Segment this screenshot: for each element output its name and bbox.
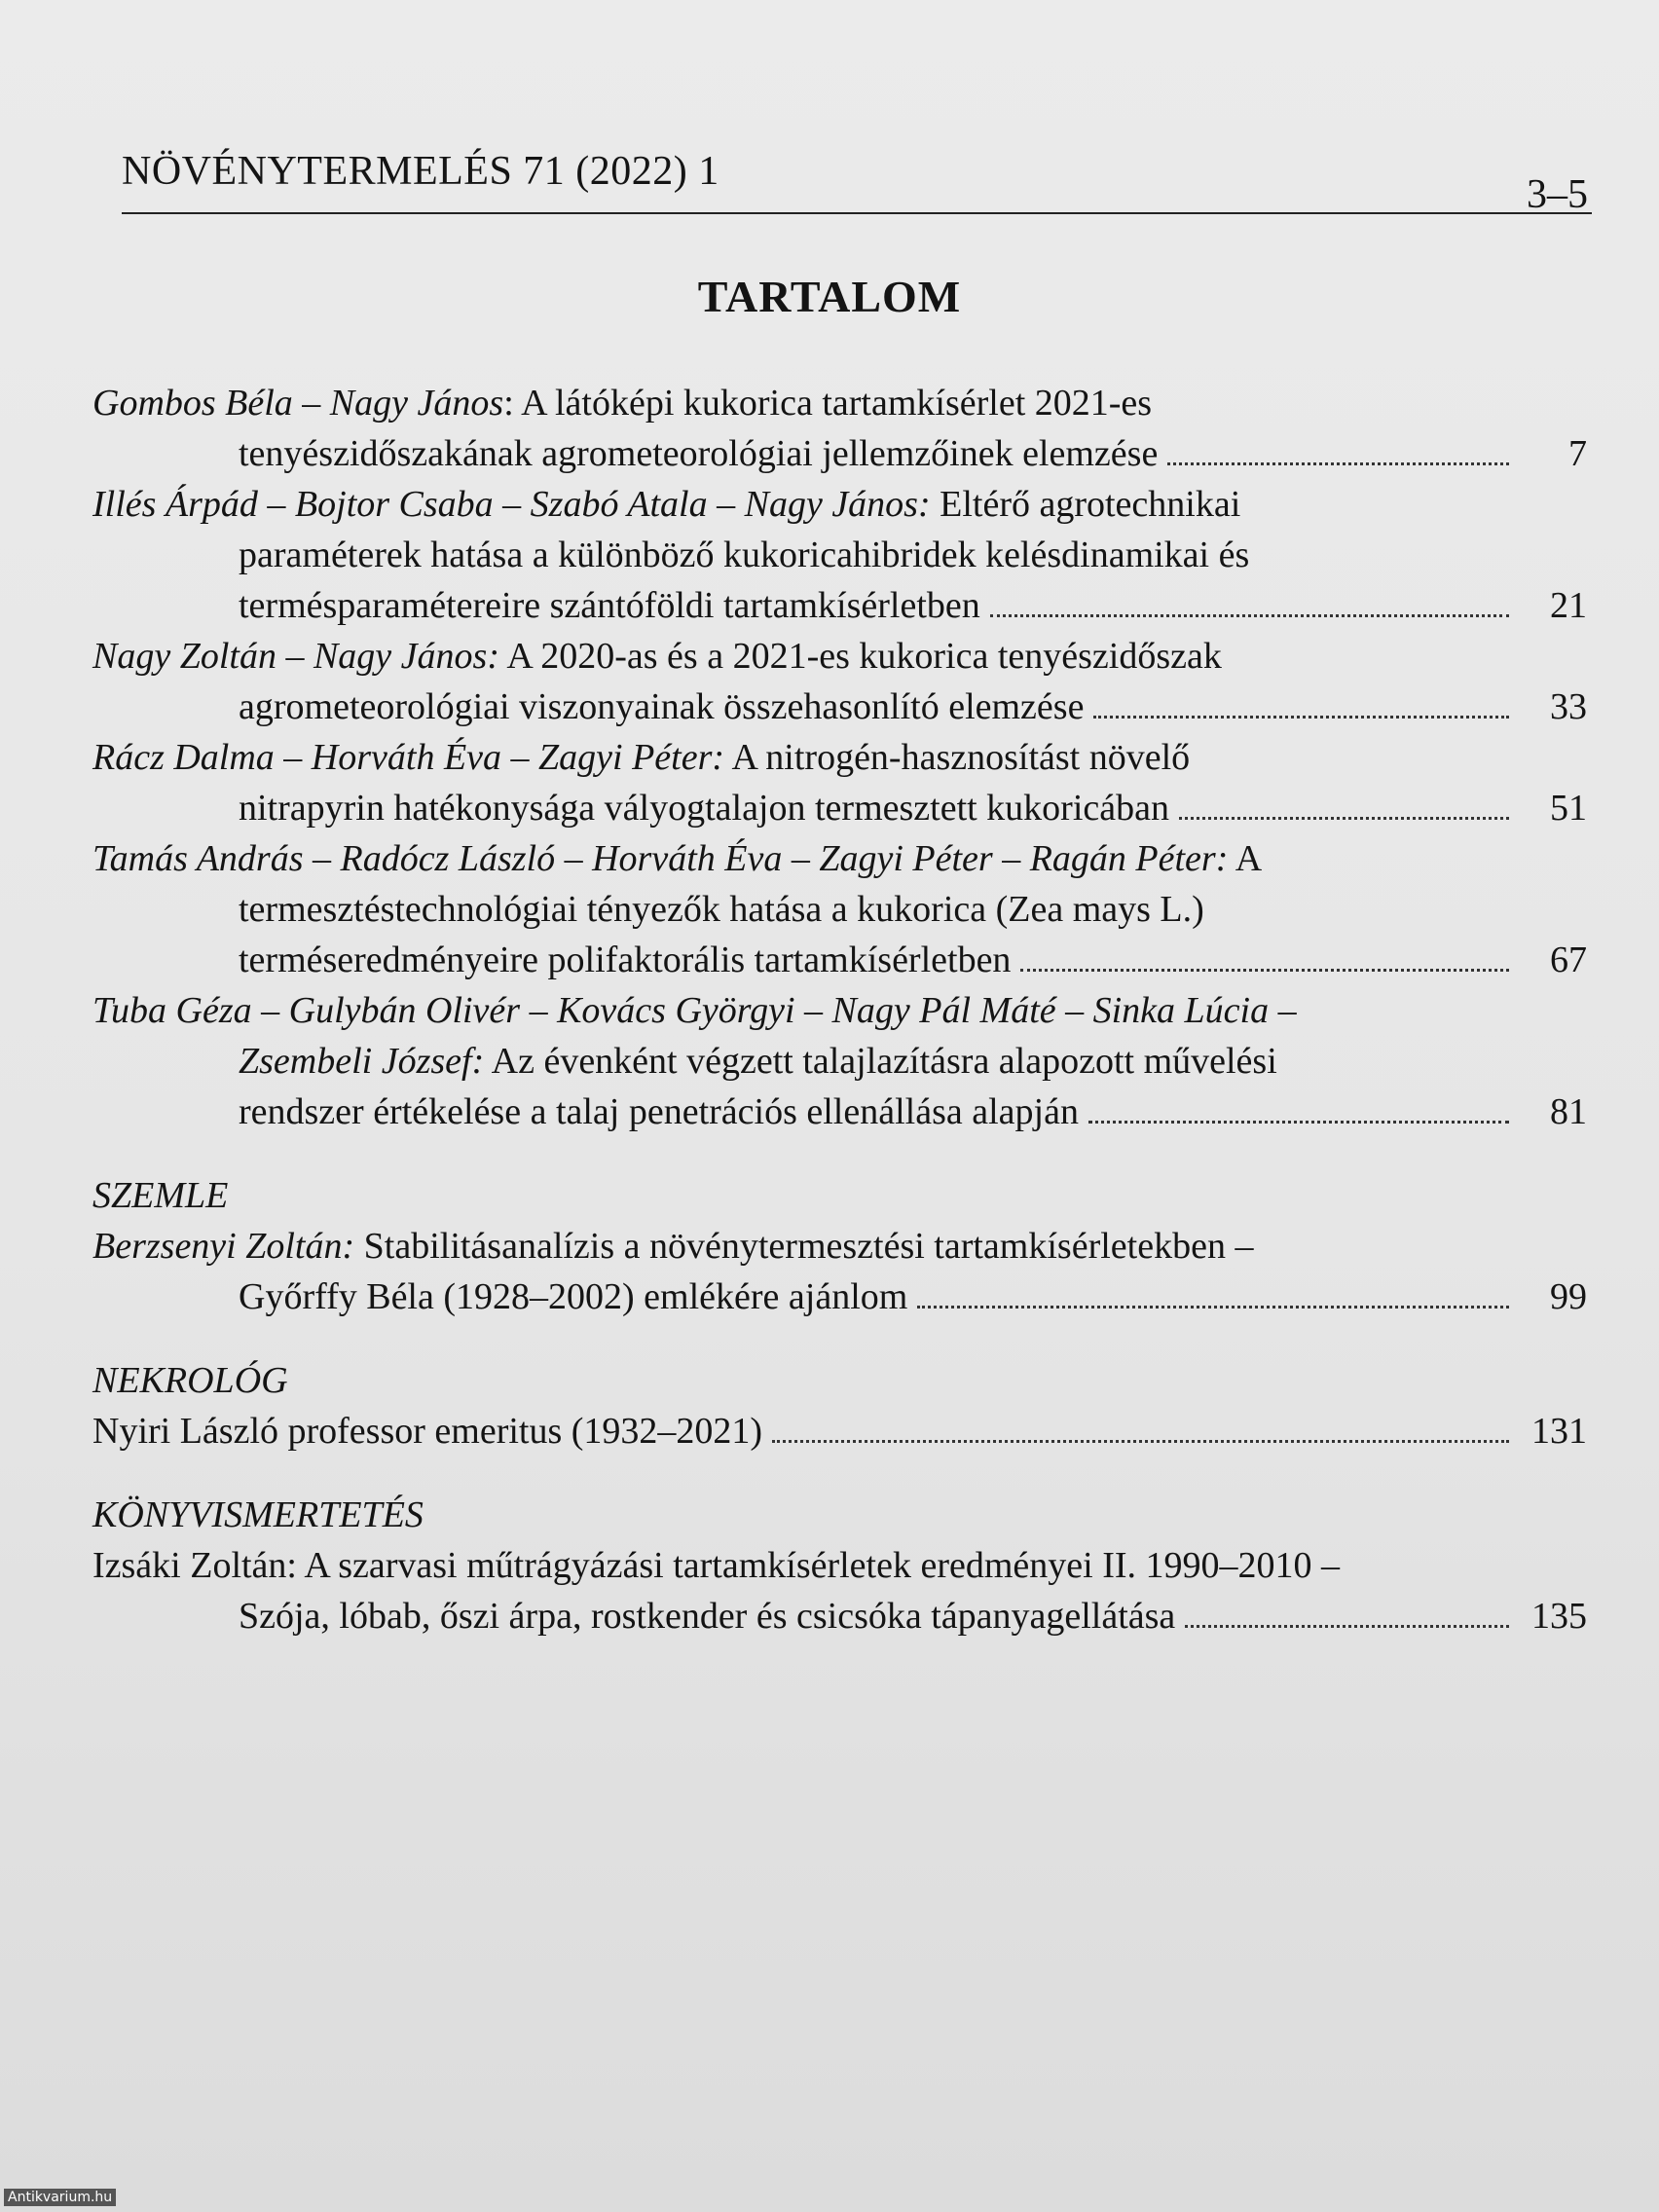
journal-issue: NÖVÉNYTERMELÉS 71 (2022) 1 (122, 149, 719, 194)
toc-entry (92, 833, 1587, 985)
section-heading-szemle: SZEMLE (92, 1175, 229, 1216)
toc-authors: Tuba Géza – Gulybán Olivér – Kovács Györgyi – Nagy Pál Máté – Sinka Lúcia – (92, 990, 1297, 1031)
toc-title-cont: Szója, lóbab, őszi árpa, rostkender és csicsóka tápanyagellátása (239, 1596, 1176, 1637)
toc-title: Eltérő agrotechnikai (930, 484, 1241, 525)
toc-title-cont: termesztéstechnológiai tényezők hatása a kukorica (Zea mays L.) (239, 889, 1204, 930)
toc-entry (92, 1406, 1587, 1456)
toc-page-number: 135 (1531, 1596, 1587, 1637)
toc-page-number: 21 (1550, 585, 1587, 626)
dot-leader (1020, 969, 1509, 972)
toc-authors: Illés Árpád – Bojtor Csaba – Szabó Atala – Nagy János: (92, 484, 931, 525)
toc-title: A nitrogén-hasznosítást növelő (724, 737, 1191, 778)
toc-authors: Nagy Zoltán – Nagy János: (92, 636, 499, 677)
toc-title: Izsáki Zoltán: A szarvasi műtrágyázási tartamkísérletek eredményei II. 1990–2010 – (92, 1545, 1341, 1586)
toc-page-number: 99 (1550, 1276, 1587, 1317)
watermark-stamp: Antikvarium.hu (4, 2189, 116, 2206)
toc-entry (92, 1540, 1587, 1641)
toc-title-cont: nitrapyrin hatékonysága vályogtalajon termesztett kukoricában (239, 788, 1169, 829)
toc-title-cont: paraméterek hatása a különböző kukoricahibridek kelésdinamikai és (239, 535, 1250, 575)
toc-entry (92, 1221, 1587, 1322)
toc-entry (92, 378, 1587, 479)
toc-entry (92, 479, 1587, 631)
toc-page-number: 131 (1531, 1411, 1587, 1452)
toc-authors: Zsembeli József: (239, 1041, 485, 1082)
page-range: 3–5 (1527, 172, 1588, 217)
toc-title: Nyiri László professor emeritus (1932–2021) (92, 1411, 763, 1452)
toc-title: : A látóképi kukorica tartamkísérlet 2021-es (503, 383, 1153, 424)
table-of-contents (92, 378, 1587, 1641)
toc-authors: Rácz Dalma – Horváth Éva – Zagyi Péter: (92, 737, 725, 778)
toc-page-number: 81 (1550, 1091, 1587, 1132)
dot-leader (1088, 1121, 1509, 1124)
toc-title: A 2020-as és a 2021-es kukorica tenyészidőszak (498, 636, 1222, 677)
dot-leader (917, 1306, 1509, 1309)
toc-title: Az évenként végzett talajlazításra alapozott művelési (491, 1041, 1277, 1082)
dot-leader (1093, 716, 1509, 719)
toc-entry (92, 732, 1587, 833)
toc-authors: Tamás András – Radócz László – Horváth Éva – Zagyi Péter – Ragán Péter: (92, 838, 1229, 879)
page-title: TARTALOM (697, 272, 962, 321)
dot-leader (1167, 462, 1509, 465)
toc-title-cont: termésparamétereire szántóföldi tartamkísérletben (239, 585, 980, 626)
toc-title-cont: agrometeorológiai viszonyainak összehasonlító elemzése (239, 686, 1085, 727)
toc-title-cont: tenyészidőszakának agrometeorológiai jellemzőinek elemzése (239, 433, 1159, 474)
toc-entry (92, 985, 1587, 1137)
toc-title-cont: rendszer értékelése a talaj penetrációs ellenállása alapján (239, 1091, 1079, 1132)
section-heading-nekrolog: NEKROLÓG (92, 1360, 288, 1401)
toc-title: A (1228, 838, 1263, 879)
dot-leader (990, 614, 1509, 617)
toc-authors: Gombos Béla – Nagy János (92, 383, 504, 424)
dot-leader (1185, 1625, 1509, 1628)
dot-leader (1179, 817, 1509, 820)
section-heading-konyvismertetes: KÖNYVISMERTETÉS (92, 1494, 424, 1535)
toc-title-cont: terméseredményeire polifaktorális tartamkísérletben (239, 940, 1012, 980)
toc-page-number: 7 (1568, 433, 1587, 474)
toc-authors: Berzsenyi Zoltán: (92, 1226, 355, 1267)
toc-page-number: 33 (1550, 686, 1587, 727)
toc-title-cont: Győrffy Béla (1928–2002) emlékére ajánlom (239, 1276, 908, 1317)
toc-entry (92, 631, 1587, 732)
toc-title: Stabilitásanalízis a növénytermesztési tartamkísérletekben – (354, 1226, 1254, 1267)
toc-page-number: 51 (1550, 788, 1587, 829)
dot-leader (772, 1440, 1509, 1443)
toc-page-number: 67 (1550, 940, 1587, 980)
running-header (122, 144, 1592, 217)
